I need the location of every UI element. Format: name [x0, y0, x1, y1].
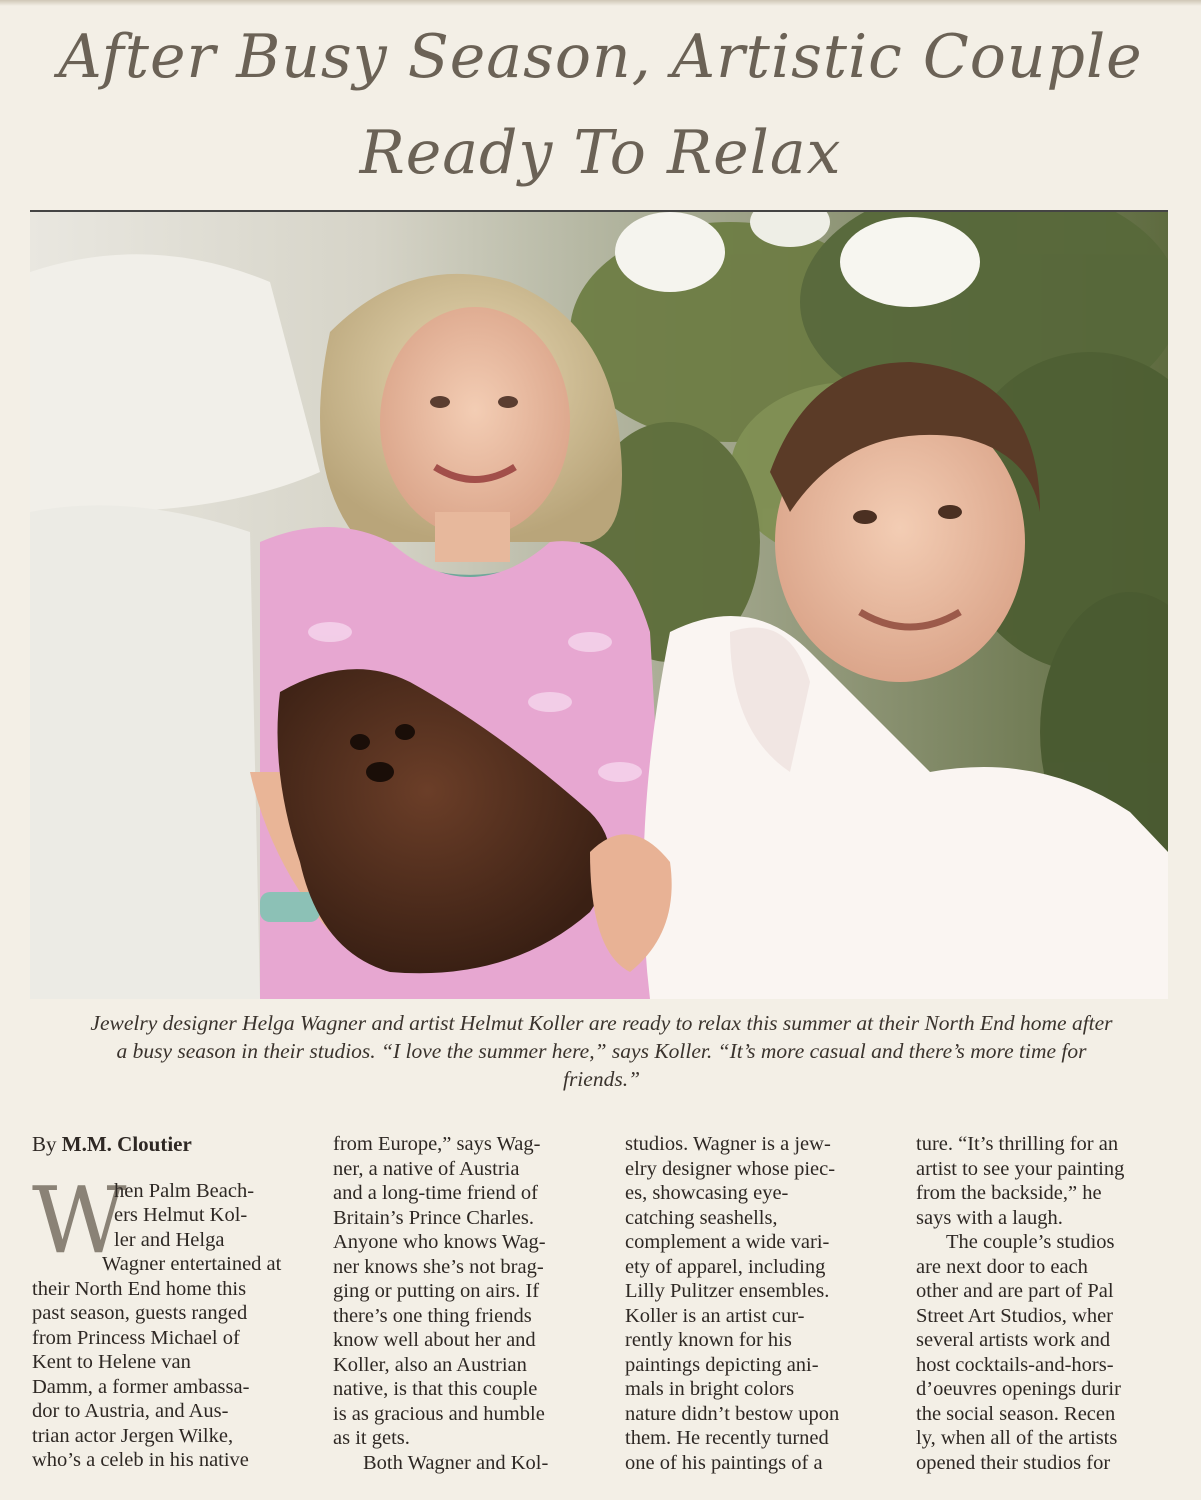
text-line: studios. Wagner is a jew-	[625, 1133, 831, 1155]
article-column-4	[916, 1132, 1176, 1475]
text-line: complement a wide vari-	[625, 1231, 830, 1253]
text-line: past season, guests ranged	[32, 1302, 248, 1324]
text-line: Lilly Pulitzer ensembles.	[625, 1280, 830, 1302]
text-line: says with a laugh.	[916, 1206, 1063, 1229]
text-line: catching seashells,	[625, 1206, 778, 1229]
caption-line: friends.”	[562, 1067, 641, 1091]
text-line: is as gracious and humble	[333, 1402, 545, 1425]
byline-prefix: By	[32, 1132, 62, 1156]
text-line: Koller is an artist cur-	[625, 1304, 805, 1327]
text-line: rently known for his	[625, 1329, 792, 1351]
dropcap-letter: W	[32, 1166, 127, 1274]
caption-line: a busy season in their studios. “I love the summer here,” says Koller. “It’s more casual and there’s more time for	[116, 1039, 1087, 1063]
article-photo	[30, 210, 1168, 999]
article-column-2	[333, 1132, 605, 1475]
text-line: nature didn’t bestow upon	[625, 1402, 840, 1425]
text-line: are next door to each	[916, 1255, 1088, 1278]
text-line: and a long-time friend of	[333, 1182, 538, 1204]
text-line: paintings depicting ani-	[625, 1353, 819, 1376]
text-line: their North End home this	[32, 1277, 247, 1300]
photo-illustration	[30, 212, 1168, 999]
text-line: es, showcasing eye-	[625, 1182, 789, 1204]
text-line: ety of apparel, including	[625, 1255, 826, 1278]
text-line: Kent to Helene van	[32, 1351, 191, 1373]
caption-line: Jewelry designer Helga Wagner and artist Helmut Koller are ready to relax this summer at their North End home after	[90, 1011, 1113, 1035]
text-line: d’oeuvres openings durir	[916, 1378, 1121, 1400]
text-line: ging or putting on airs. If	[333, 1280, 540, 1302]
text-line: Koller, also an Austrian	[333, 1353, 527, 1376]
text-line: The couple’s studios	[946, 1231, 1115, 1253]
photo-caption	[14, 1009, 1189, 1093]
author-name: M.M. Cloutier	[61, 1132, 192, 1156]
text-line: Street Art Studios, wher	[916, 1304, 1114, 1327]
text-line: ler and Helga	[114, 1228, 225, 1251]
text-line: elry designer whose piec-	[625, 1157, 836, 1180]
text-line: ly, when all of the artists	[916, 1427, 1118, 1449]
text-line: dor to Austria, and Aus-	[32, 1400, 229, 1422]
text-line: them. He recently turned	[625, 1427, 829, 1449]
text-line: trian actor Jergen Wilke,	[32, 1424, 234, 1447]
text-line: Britain’s Prince Charles.	[333, 1206, 534, 1229]
paper-edge	[0, 0, 1201, 6]
byline	[32, 1132, 304, 1157]
text-line: from Princess Michael of	[32, 1326, 240, 1349]
text-line: who’s a celeb in his native	[32, 1449, 249, 1471]
text-line: mals in bright colors	[625, 1378, 795, 1400]
text-line: the social season. Recen	[916, 1402, 1116, 1425]
text-line: from the backside,” he	[916, 1182, 1102, 1204]
text-line: artist to see your painting	[916, 1157, 1125, 1180]
text-line: native, is that this couple	[333, 1378, 538, 1400]
text-line: as it gets.	[333, 1427, 410, 1449]
text-line: there’s one thing friends	[333, 1304, 532, 1327]
text-line: Damm, a former ambassa-	[32, 1375, 250, 1398]
text-line: ner, a native of Austria	[333, 1157, 520, 1180]
text-line: other and are part of Pal	[916, 1280, 1114, 1302]
text-line: hen Palm Beach-	[114, 1179, 255, 1202]
text-line: ture. “It’s thrilling for an	[916, 1133, 1119, 1155]
text-line: opened their studios for	[916, 1451, 1111, 1474]
text-line: one of his paintings of a	[625, 1451, 823, 1474]
text-line: ers Helmut Kol-	[114, 1204, 248, 1226]
text-line: know well about her and	[333, 1329, 536, 1351]
text-line: Both Wagner and Kol-	[363, 1451, 549, 1474]
text-line: Wagner entertained at	[102, 1253, 282, 1275]
text-line: host cocktails-and-hors-	[916, 1353, 1114, 1376]
article-column-1	[32, 1132, 304, 1473]
article-column-3	[625, 1132, 897, 1475]
text-line: ner knows she’s not brag-	[333, 1255, 544, 1278]
text-line: Anyone who knows Wag-	[333, 1231, 546, 1253]
headline-line-2: Ready To Relax	[359, 118, 842, 188]
text-line: several artists work and	[916, 1329, 1111, 1351]
text-line: from Europe,” says Wag-	[333, 1133, 541, 1155]
headline-line-1: After Busy Season, Artistic Couple	[58, 22, 1143, 92]
